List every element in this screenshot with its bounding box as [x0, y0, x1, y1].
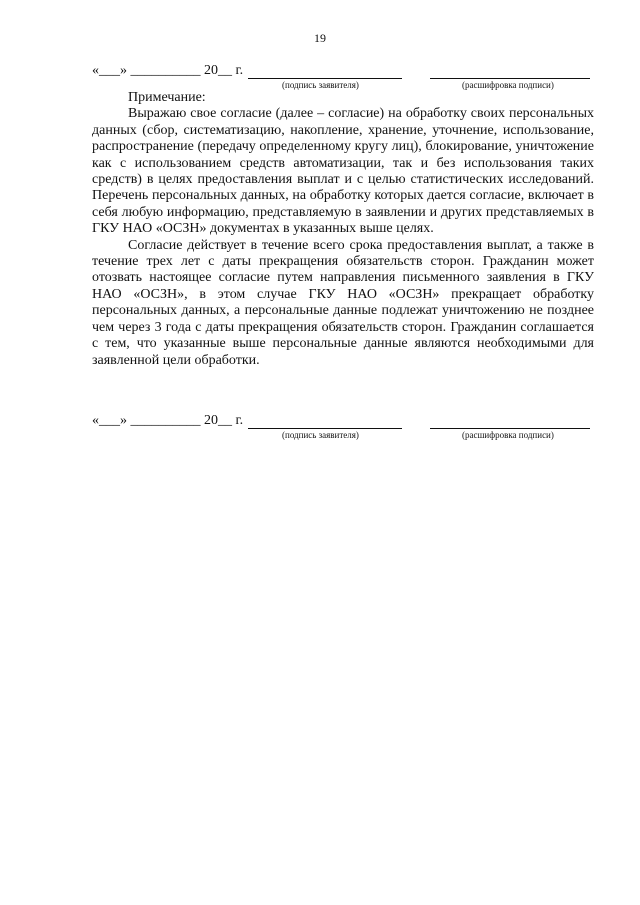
- signature-caption: (подпись заявителя): [282, 80, 359, 90]
- consent-text: [92, 90, 594, 369]
- signature-row-bottom: [92, 413, 592, 445]
- signature-decode-caption: (расшифровка подписи): [462, 80, 554, 90]
- page-number: 19: [314, 31, 326, 45]
- consent-paragraph-2: Согласие действует в течение всего срока предоставления выплат, а также в течение трех лет с даты прекращения обязательств сторон. Гражданин может отозвать настоящее согласие путем направления письменного заявления в ГКУ НАО «ОСЗН», в этом случае ГКУ НАО «ОСЗН» прекращает обработку персональных данных, а персональные данные подлежат уничтожению не позднее чем через 3 года с даты прекращения обязательств сторон. Гражданин соглашается с тем, что указанные выше персональные данные являются необходимыми для заявленной цели обработки.: [92, 237, 594, 368]
- consent-paragraph-1: Выражаю свое согласие (далее – согласие) на обработку своих персональных данных (сбор, систематизацию, накопление, хранение, уточнение, использование, распространение (передачу определенному кругу лиц), блокирование, уничтожение как с использованием средств автоматизации, так и без использования таких средств) в целях предоставления выплат и с целью статистических исследований. Перечень персональных данных, на обработку которых дается согласие, включает в себя любую информацию, представляемую в заявлении и других представляемых в ГКУ НАО «ОСЗН» документах в указанных выше целях.: [92, 106, 594, 237]
- date-field: «___» __________ 20__ г.: [92, 63, 244, 78]
- signature-decode-caption: (расшифровка подписи): [462, 430, 554, 440]
- signature-decode-line: [430, 428, 590, 429]
- signature-decode-line: [430, 78, 590, 79]
- signature-line: [248, 428, 402, 429]
- signature-caption: (подпись заявителя): [282, 430, 359, 440]
- date-field: «___» __________ 20__ г.: [92, 413, 244, 428]
- signature-line: [248, 78, 402, 79]
- note-title: Примечание:: [128, 90, 206, 105]
